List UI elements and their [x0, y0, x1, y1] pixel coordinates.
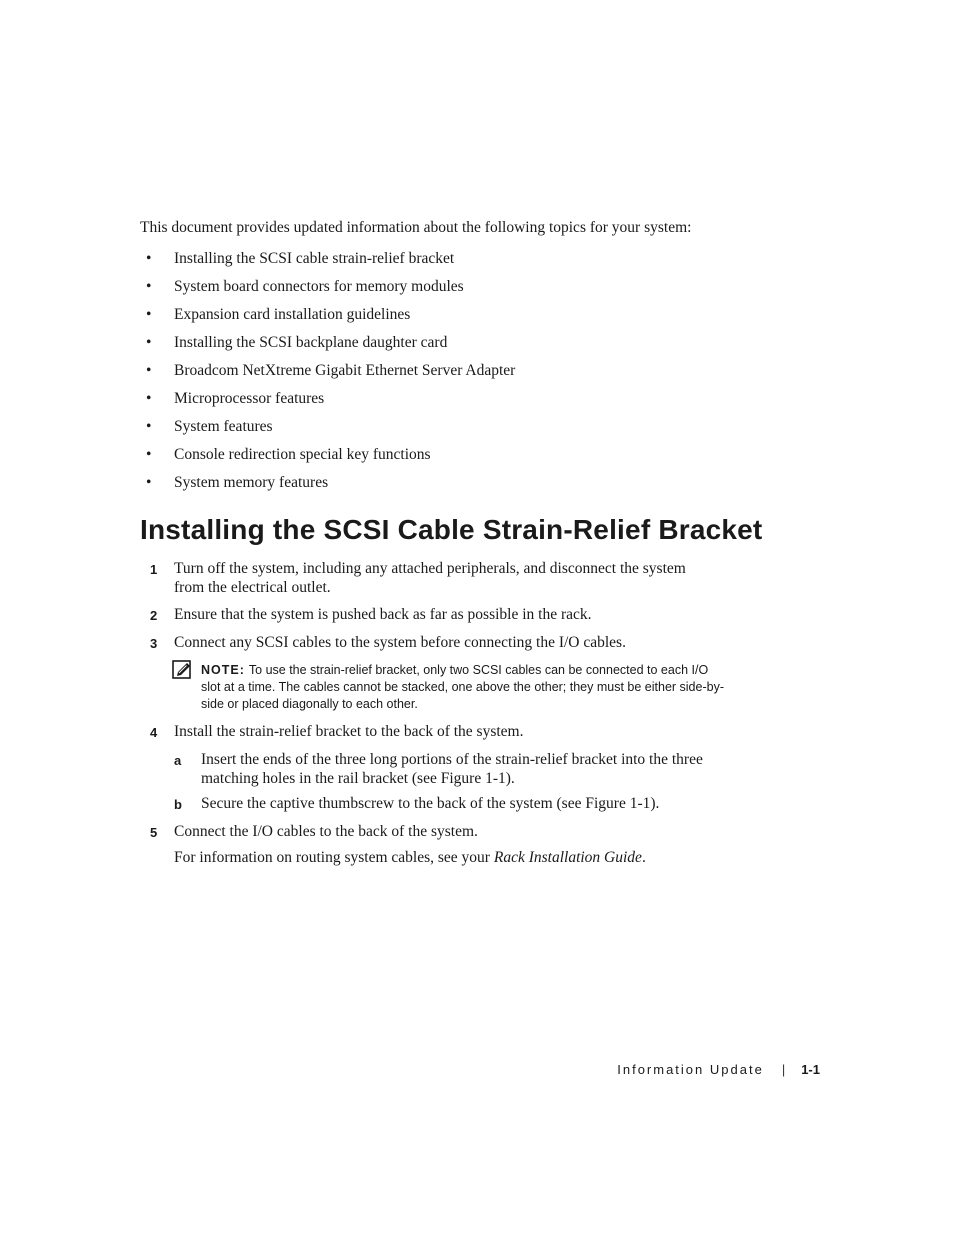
list-item	[146, 249, 515, 277]
list-item	[146, 445, 515, 473]
substep-letter: a	[174, 753, 182, 768]
section-heading: Installing the SCSI Cable Strain-Relief Bracket	[140, 514, 763, 545]
routing-text: For information on routing system cables, see your	[174, 849, 494, 866]
routing-end: .	[641, 849, 646, 866]
list-item	[146, 361, 515, 389]
step-number: 3	[150, 636, 158, 651]
list-item	[146, 333, 515, 361]
intro-paragraph: This document provides updated information about the following topics for your system:	[140, 219, 692, 236]
bullet-icon: •	[146, 446, 152, 463]
list-item	[146, 305, 515, 333]
step-text: Turn off the system, including any attached peripherals, and disconnect the system from the electrical outlet.	[174, 560, 686, 596]
step-number: 5	[150, 825, 158, 840]
step-text: Ensure that the system is pushed back as far as possible in the rack.	[174, 606, 592, 623]
page-number: 1-1	[801, 1062, 820, 1077]
page-footer	[617, 1062, 820, 1077]
list-item	[146, 417, 515, 445]
substep-letter: b	[174, 797, 182, 812]
topic-list	[146, 249, 515, 501]
list-item-text: System memory features	[174, 474, 329, 491]
list-item-text: Installing the SCSI backplane daughter card	[174, 334, 448, 351]
bullet-icon: •	[146, 278, 152, 295]
step-number: 4	[150, 725, 158, 740]
bullet-icon: •	[146, 334, 152, 351]
step-number: 2	[150, 608, 158, 623]
note-text: To use the strain-relief bracket, only two SCSI cables can be connected to each I/O slot at a time. The cables cannot be stacked, one above the other; they must be either side-by-side or placed diagonally to each other.	[201, 663, 724, 711]
list-item-text: Console redirection special key functions	[174, 446, 431, 463]
substep-text: Insert the ends of the three long portions of the strain-relief bracket into the three matching holes in the rail bracket (see Figure 1-1).	[201, 751, 703, 787]
substep-text: Secure the captive thumbscrew to the back of the system (see Figure 1-1).	[201, 795, 660, 812]
note-text-block	[201, 662, 731, 713]
list-item-text: Broadcom NetXtreme Gigabit Ethernet Server Adapter	[174, 362, 516, 379]
list-item	[146, 473, 515, 501]
list-item-text: Expansion card installation guidelines	[174, 306, 411, 323]
list-item-text: Microprocessor features	[174, 390, 325, 407]
list-item	[146, 389, 515, 417]
list-item-text: System board connectors for memory modules	[174, 278, 464, 295]
bullet-icon: •	[146, 474, 152, 491]
note-pencil-icon	[172, 660, 192, 680]
footer-separator: |	[781, 1062, 786, 1077]
list-item-text: Installing the SCSI cable strain-relief bracket	[174, 250, 455, 267]
bullet-icon: •	[146, 418, 152, 435]
list-item-text: System features	[174, 418, 273, 435]
note-label: NOTE:	[201, 663, 245, 677]
bullet-icon: •	[146, 250, 152, 267]
footer-title: Information Update	[617, 1062, 764, 1077]
bullet-icon: •	[146, 390, 152, 407]
step-text: Connect any SCSI cables to the system before connecting the I/O cables.	[174, 634, 626, 651]
routing-paragraph	[174, 849, 646, 867]
step-text: Install the strain-relief bracket to the back of the system.	[174, 723, 524, 740]
step-text: Connect the I/O cables to the back of the system.	[174, 823, 478, 840]
guide-title: Rack Installation Guide	[493, 849, 642, 866]
step-number: 1	[150, 562, 158, 577]
list-item	[146, 277, 515, 305]
bullet-icon: •	[146, 306, 152, 323]
bullet-icon: •	[146, 362, 152, 379]
